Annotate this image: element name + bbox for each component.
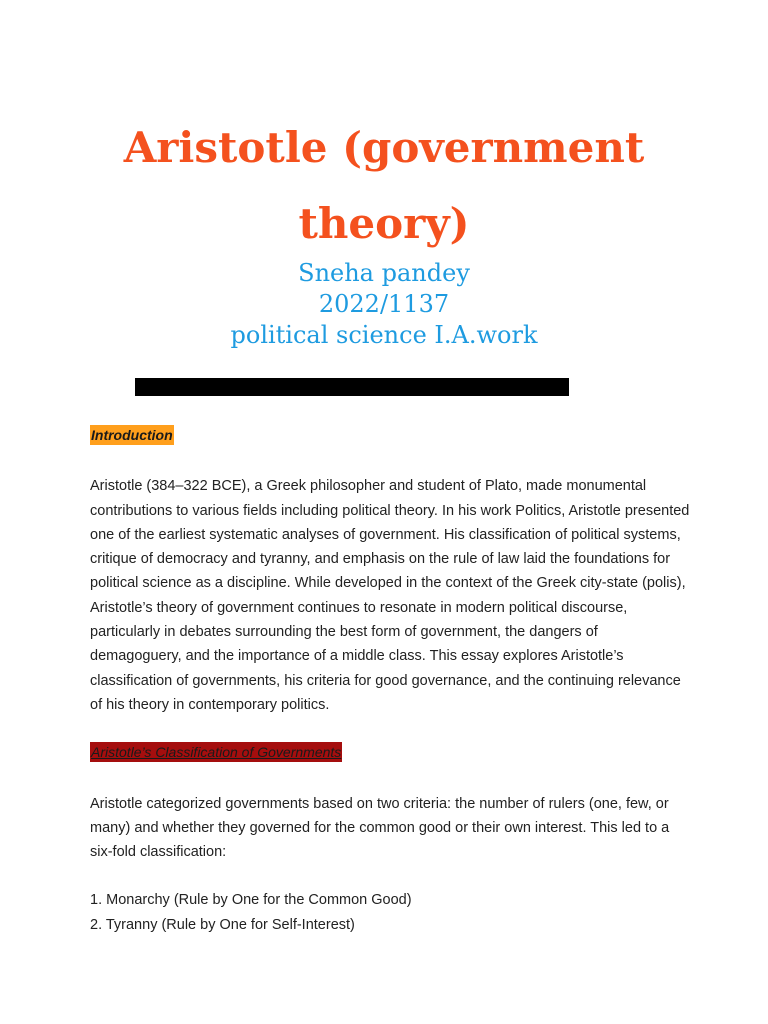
author-info xyxy=(0,258,768,351)
classification-heading: Aristotle’s Classification of Governments xyxy=(91,744,342,761)
list-item: 2. Tyranny (Rule by One for Self-Interest) xyxy=(90,916,355,933)
document-body xyxy=(90,424,690,937)
document-title xyxy=(0,110,768,262)
author-name: Sneha pandey xyxy=(298,259,470,287)
introduction-heading: Introduction xyxy=(91,427,173,443)
title-line-2: theory) xyxy=(298,199,470,248)
classification-paragraph: Aristotle categorized governments based on two criteria: the number of rulers (one, few, or many) and whether they governed for the common good or their own interest. This led to a six-fold classification: xyxy=(90,795,670,861)
redaction-bar xyxy=(135,378,569,396)
title-line-1: Aristotle (government xyxy=(123,123,645,172)
course-name: political science I.A.work xyxy=(230,321,538,349)
roll-number: 2022/1137 xyxy=(318,290,450,318)
list-item: 1. Monarchy (Rule by One for the Common Good) xyxy=(90,892,412,909)
introduction-paragraph: Aristotle (384–322 BCE), a Greek philosopher and student of Plato, made monumental contributions to various fields including political theory. In his work Politics, Aristotle presented one of the earliest systematic analyses of government. His classification of political systems, critique of democracy and tyranny, and emphasis on the rule of law laid the foundations for political science as a discipline. While developed in the context of the Greek city-state (polis), Aristotle’s theory of government continues to resonate in modern political discourse, particularly in debates surrounding the best form of government, the dangers of demagoguery, and the importance of a middle class. This essay explores Aristotle’s classification of governments, his criteria for good governance, and the continuing relevance of his theory in contemporary politics. xyxy=(90,478,690,713)
